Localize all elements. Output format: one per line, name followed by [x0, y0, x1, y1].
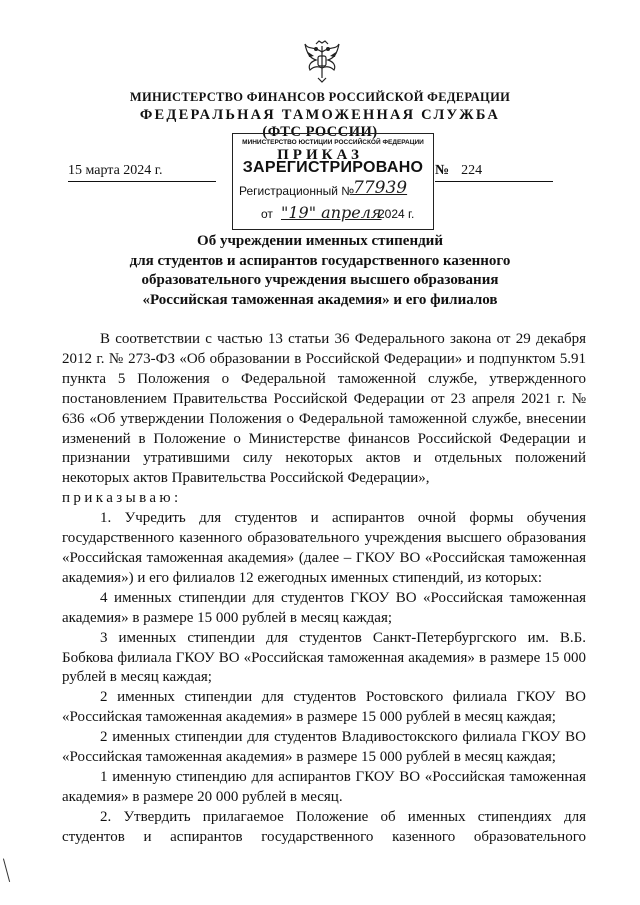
russian-coat-of-arms-icon [302, 40, 342, 84]
stamp-year: 2024 г. [378, 207, 415, 221]
paragraph-1: 1. Учредить для студентов и аспирантов очной формы обучения государственного казенного образовательного учреждения высшего образования «Российская таможенная академия» (далее – ГКОУ ВО «Российская таможенная академия») и его филиалов 12 ежегодных именных стипендий, из которых: [62, 510, 586, 586]
order-word: приказываю: [62, 490, 182, 507]
document-title [0, 232, 640, 310]
paragraph-scholarship-vladivostok: 2 именных стипендии для студентов Владивостокского филиала ГКОУ ВО «Российская таможенная академия» в размере 15 000 рублей в месяц каждая; [62, 729, 586, 766]
margin-mark [3, 858, 12, 882]
stamp-ministry: МИНИСТЕРСТВО ЮСТИЦИИ РОССИЙСКОЙ ФЕДЕРАЦИИ [242, 139, 424, 146]
title-line: для студентов и аспирантов государственного казенного [129, 252, 511, 269]
ministry-heading: МИНИСТЕРСТВО ФИНАНСОВ РОССИЙСКОЙ ФЕДЕРАЦИИ [129, 90, 511, 104]
paragraph-scholarship-academy: 4 именных стипендии для студентов ГКОУ ВО «Российская таможенная академия» в размере 15 000 рублей в месяц каждая; [62, 589, 586, 626]
paragraph-scholarship-rostov: 2 именных стипендии для студентов Ростовского филиала ГКОУ ВО «Российская таможенная академия» в размере 15 000 рублей в месяц каждая; [62, 689, 586, 726]
stamp-date-prefix: от [261, 207, 273, 221]
title-line: образовательного учреждения высшего образования [141, 272, 499, 288]
title-line: «Российская таможенная академия» и его филиалов [142, 291, 498, 308]
number-value: 224 [461, 163, 483, 178]
preamble-paragraph: В соответствии с частью 13 статьи 36 Федерального закона от 29 декабря 2012 г. № 273-ФЗ «Об образовании в Российской Федерации» и подпунктом 5.91 пункта 5 Положения о Федеральной таможенной службе, утвержденного постановлением Правительства Российской Федерации от 23 апреля 2021 г. № 636 «Об утверждении Положения о Федеральной таможенной службе, внесении изменений в Положение о Министерстве финансов Российской Федерации и признании утратившими силу некоторых актов и отдельных положений некоторых актов Правительства Российской Федерации», [62, 331, 586, 487]
stamp-date-handwritten: "19" апреля [281, 203, 382, 222]
order-word-line [62, 489, 586, 509]
order-date: 15 марта 2024 г. [68, 163, 216, 182]
stamp-registered: ЗАРЕГИСТРИРОВАНО [242, 159, 424, 176]
service-abbreviation: (ФТС РОССИИ) [262, 124, 378, 140]
paragraph-2: 2. Утвердить прилагаемое Положение об именных стипендиях для студентов и аспирантов государственного казенного образовательного [62, 808, 586, 845]
document-body [62, 330, 586, 848]
stamp-reg-number: 77939 [353, 178, 408, 198]
service-heading: ФЕДЕРАЛЬНАЯ ТАМОЖЕННАЯ СЛУЖБА [139, 107, 501, 123]
order-number [435, 163, 553, 182]
number-label: № [435, 163, 450, 178]
document-type: ПРИКАЗ [277, 147, 363, 163]
stamp-reg-label: Регистрационный № [239, 184, 355, 198]
paragraph-scholarship-postgrad: 1 именную стипендию для аспирантов ГКОУ ВО «Российская таможенная академия» в размере 20 000 рублей в месяц. [62, 768, 586, 805]
paragraph-scholarship-spb: 3 именных стипендии для студентов Санкт-Петербургского им. В.Б. Бобкова филиала ГКОУ ВО «Российская таможенная академия» в размере 15 000 рублей в месяц каждая; [62, 629, 586, 686]
title-line: Об учреждении именных стипендий [197, 233, 443, 249]
